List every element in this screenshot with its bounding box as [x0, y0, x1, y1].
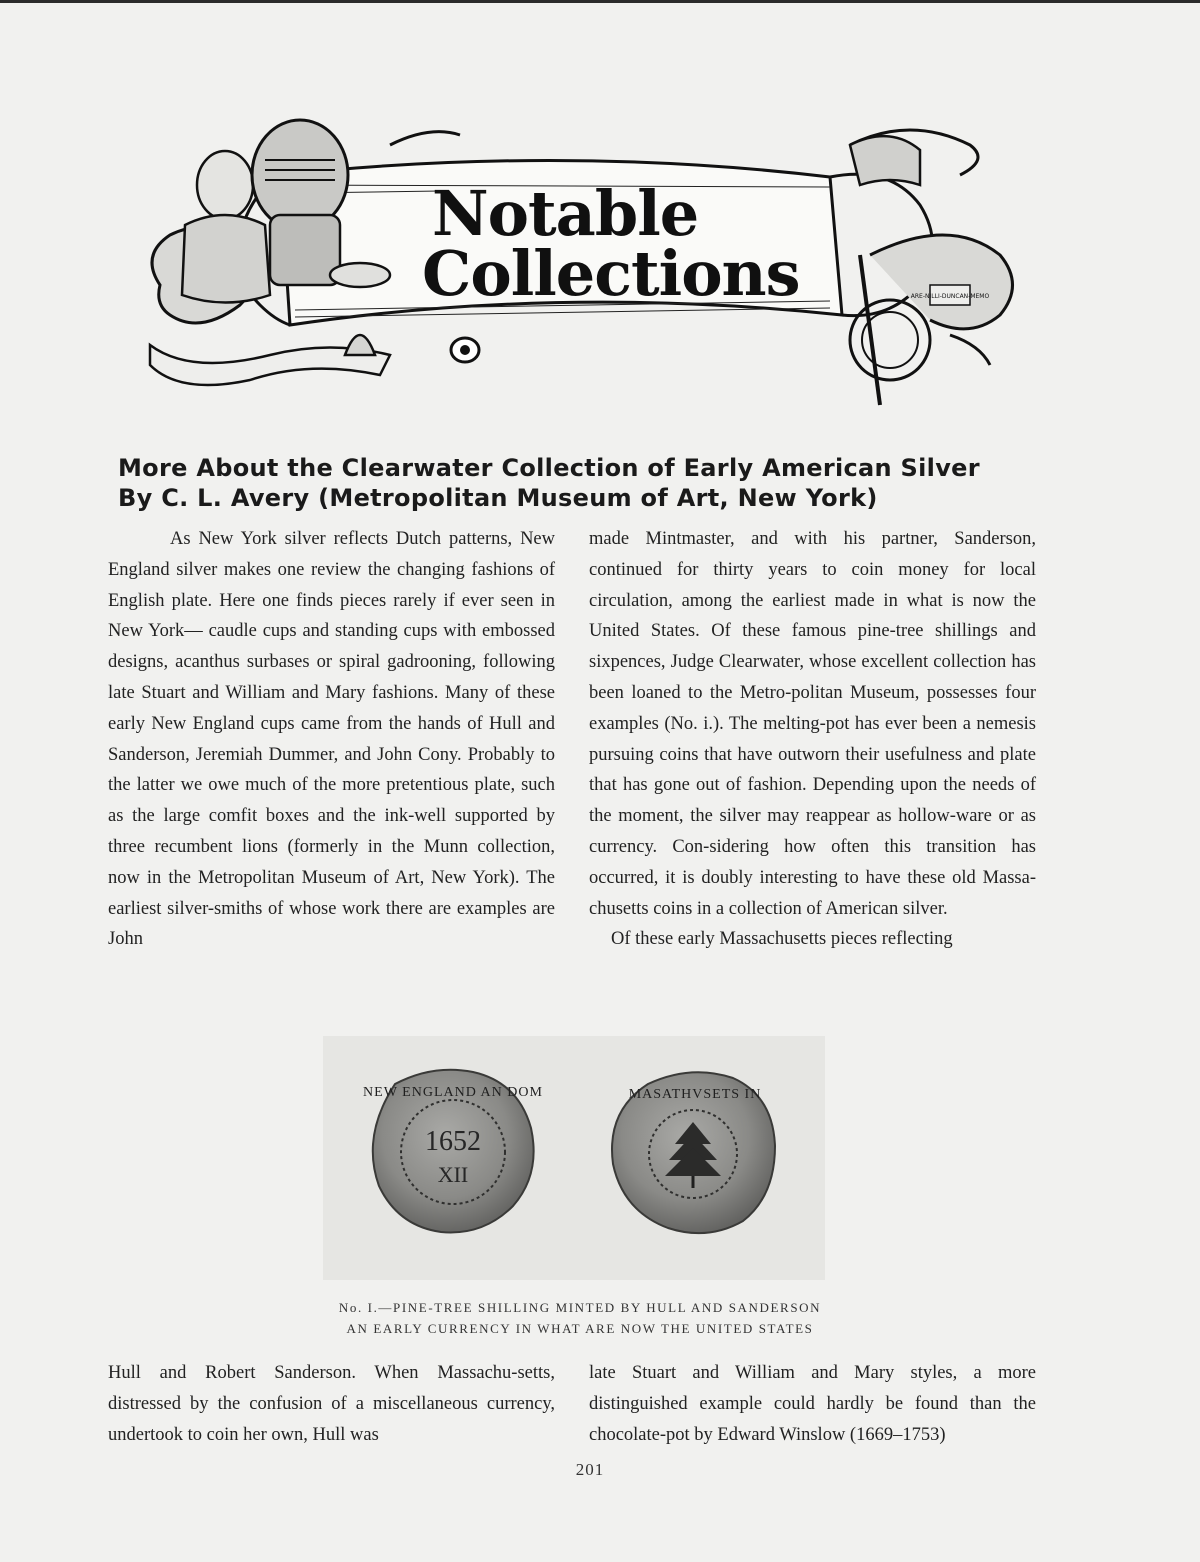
banner-title [422, 177, 848, 310]
caption-line2: AN EARLY CURRENCY IN WHAT ARE NOW THE UNITED STATES [346, 1321, 814, 1336]
coin-reverse [612, 1072, 775, 1233]
paragraph: made Mintmaster, and with his partner, Sanderson, continued for thirty years to coin money for local circulation, among the earliest made in what is now the United States. Of these famous pine-tree shillings and sixpences, Judge Clearwater, whose excellent collection has been loaned to the Metro-politan Museum, possesses four examples (No. i.). The melting-pot has ever been a nemesis pursuing coins that have outworn their usefulness and plate that has gone out of fashion. Depending upon the needs of the moment, the silver may reappear as hollow-ware or as currency. Con-sidering how often this transition has occurred, it is doubly interesting to have these old Massa-chusetts coins in a collection of American silver. [589, 529, 1036, 919]
paragraph: Of these early Massachusetts pieces reflecting [611, 929, 953, 950]
paragraph: Hull and Robert Sanderson. When Massachu-setts, distressed by the confusion of a miscellaneous currency, undertook to coin her own, Hull was [108, 1363, 555, 1445]
article-title: More About the Clearwater Collection of Early American Silver [118, 454, 980, 482]
paragraph: As New York silver reflects Dutch patterns, New England silver makes one review the changing fashions of English plate. Here one finds pieces rarely if ever seen in New York— caudle cups and standing cups with embossed designs, acanthus surbases or spiral gadrooning, following late Stuart and William and Mary fashions. Many of these early New England cups came from the hands of Hull and Sanderson, Jeremiah Dummer, and John Cony. Probably to the latter we owe much of the more pretentious plate, such as the large comfit boxes and the ink-well supported by three recumbent lions (formerly in the Munn collection, now in the Metropolitan Museum of Art, New York). The earliest silver-smiths of whose work there are examples are John [108, 529, 555, 950]
coin-reverse-legend: MASATHVSETS IN [628, 1087, 762, 1102]
text-column-left-lower [108, 1358, 555, 1450]
text-column-left-upper [108, 524, 555, 955]
caption-line1: No. I.—PINE-TREE SHILLING MINTED BY HULL AND SANDERSON [338, 1300, 822, 1315]
figure-caption [300, 1297, 860, 1339]
article-byline: By C. L. Avery (Metropolitan Museum of Art, New York) [118, 484, 878, 512]
coin-value: XII [437, 1162, 469, 1187]
article-headline [118, 453, 1048, 513]
notable-collections-banner [130, 105, 1030, 415]
coin-photograph [323, 1036, 825, 1280]
coin-obverse-legend: NEW ENGLAND AN DOM [363, 1085, 543, 1100]
coin-date: 1652 [425, 1126, 481, 1157]
banner-title-line2: Collections [422, 237, 800, 310]
page-top-rule [0, 0, 1200, 3]
page-number: 201 [575, 1460, 605, 1479]
paragraph: late Stuart and William and Mary styles, a more distinguished example could hardly be found than the chocolate-pot by Edward Winslow (1669–1753) [589, 1363, 1036, 1445]
artist-monogram: ARE-NILLI-DUNCAN-MEMO [910, 293, 990, 300]
coin-obverse [363, 1070, 543, 1233]
text-column-right-lower [589, 1358, 1036, 1450]
text-column-right-upper [589, 524, 1036, 955]
banner-title-line1: Notable [432, 177, 699, 250]
